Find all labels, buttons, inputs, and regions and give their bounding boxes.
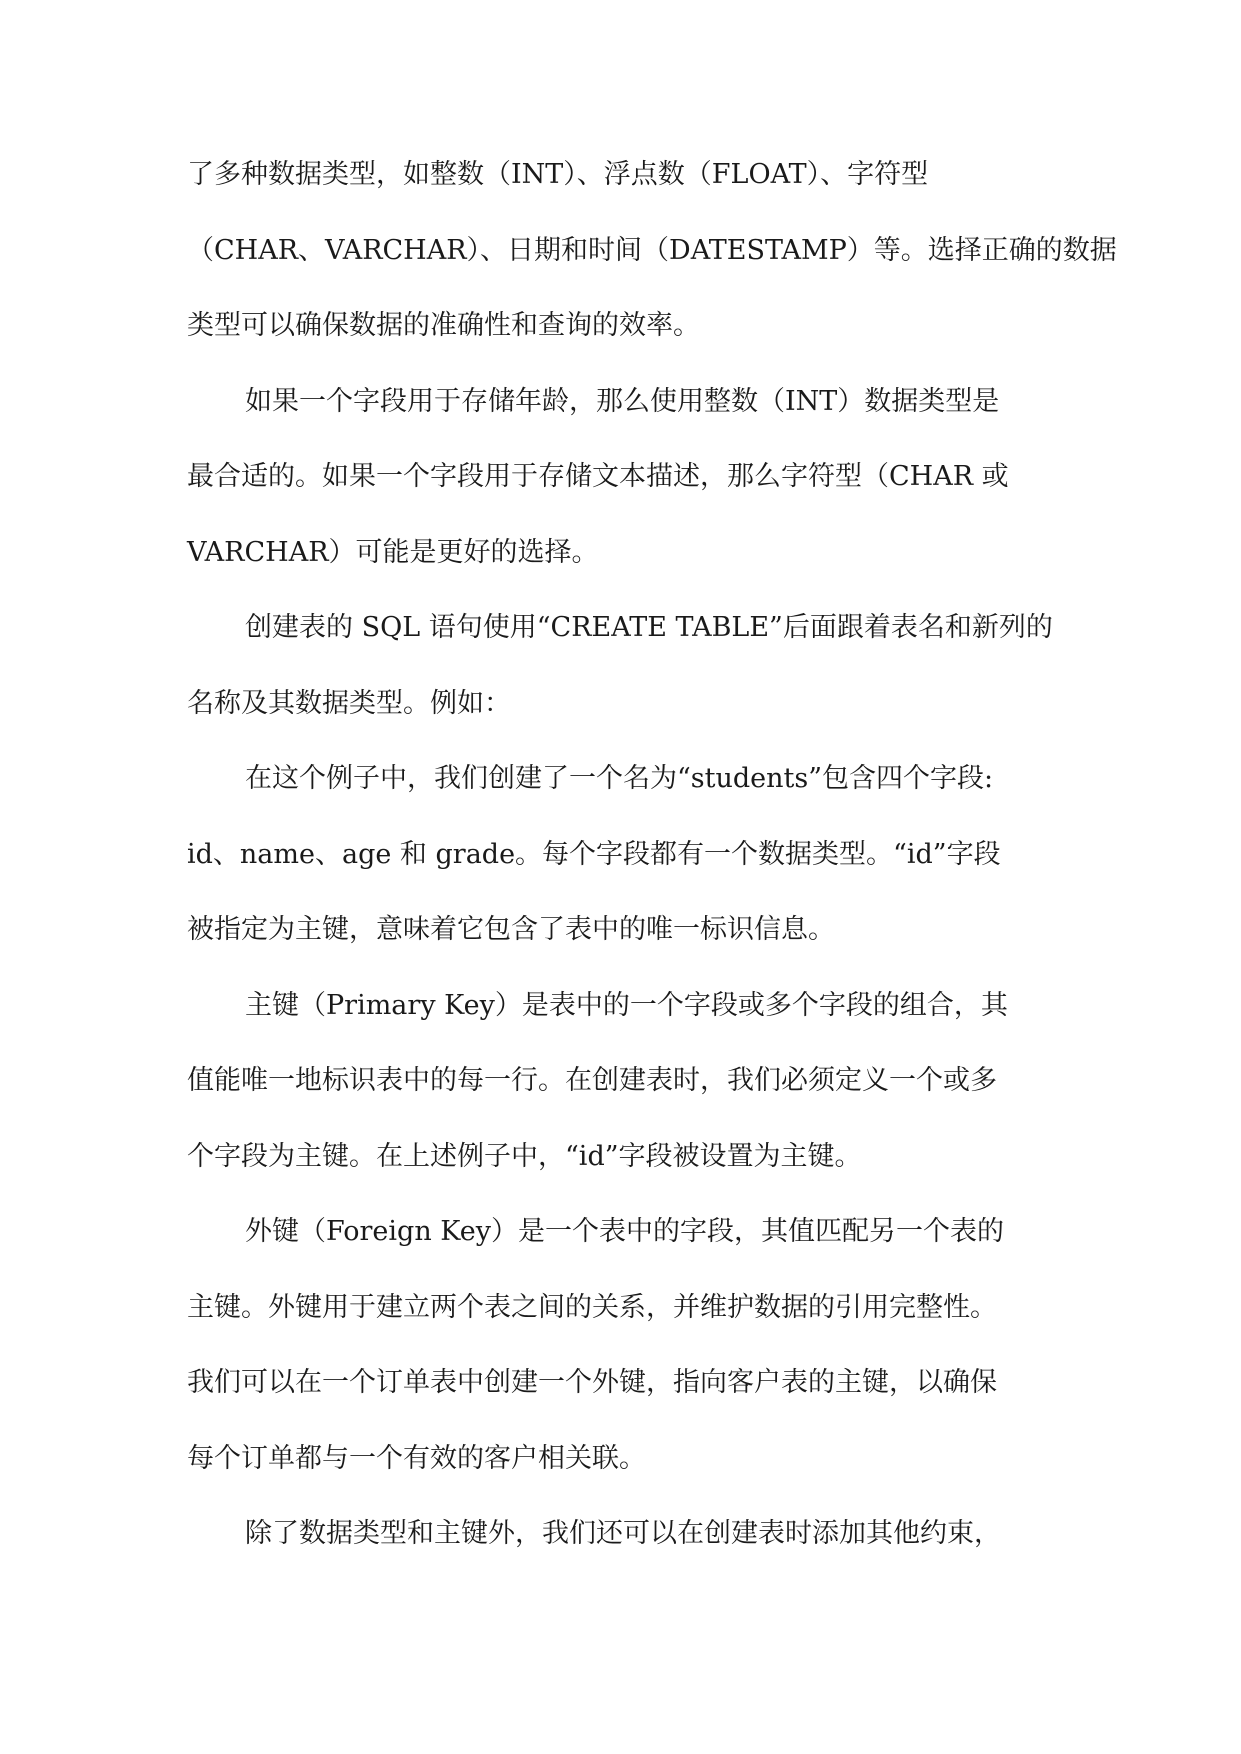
text-line: 在这个例子中，我们创建了一个名为“students”包含四个字段: [245, 763, 994, 794]
paragraph-1 [187, 137, 1117, 364]
text-line: 了多种数据类型，如整数（INT）、浮点数（FLOAT）、字符型 [187, 159, 929, 190]
text-line: 我们可以在一个订单表中创建一个外键，指向客户表的主键，以确保 [187, 1367, 997, 1398]
document-body [187, 137, 1117, 1572]
text-line: 主键（Primary Key）是表中的一个字段或多个字段的组合，其 [245, 989, 1008, 1021]
paragraph-2 [187, 364, 1067, 591]
text-line: 除了数据类型和主键外，我们还可以在创建表时添加其他约束， [245, 1518, 1001, 1549]
text-line: VARCHAR）可能是更好的选择。 [187, 536, 599, 568]
paragraph-5 [187, 968, 1067, 1195]
paragraph-7 [187, 1496, 1067, 1572]
text-line: 名称及其数据类型。例如： [187, 687, 511, 719]
text-line: 创建表的 SQL 语句使用“CREATE TABLE”后面跟着表名和新列的 [245, 612, 1053, 643]
text-line: 类型可以确保数据的准确性和查询的效率。 [187, 310, 700, 341]
text-line: 最合适的。如果一个字段用于存储文本描述，那么字符型（CHAR 或 [187, 461, 1009, 492]
text-line: 每个订单都与一个有效的客户相关联。 [187, 1442, 646, 1474]
text-line: （CHAR、VARCHAR）、日期和时间（DATESTAMP）等。选择正确的数据 [187, 234, 1117, 266]
text-line: 个字段为主键。在上述例子中，“id”字段被设置为主键。 [187, 1140, 862, 1172]
paragraph-6 [187, 1194, 1067, 1496]
text-line: 值能唯一地标识表中的每一行。在创建表时，我们必须定义一个或多 [187, 1065, 997, 1096]
text-line: 主键。外键用于建立两个表之间的关系，并维护数据的引用完整性。 [187, 1291, 997, 1323]
text-line: id、name、age 和 grade。每个字段都有一个数据类型。“id”字段 [187, 838, 1001, 870]
text-line: 如果一个字段用于存储年龄，那么使用整数（INT）数据类型是 [245, 385, 1000, 417]
paragraph-3 [187, 590, 1067, 741]
paragraph-4 [187, 741, 1067, 968]
text-line: 被指定为主键，意味着它包含了表中的唯一标识信息。 [187, 914, 835, 945]
text-line: 外键（Foreign Key）是一个表中的字段，其值匹配另一个表的 [245, 1216, 1004, 1247]
